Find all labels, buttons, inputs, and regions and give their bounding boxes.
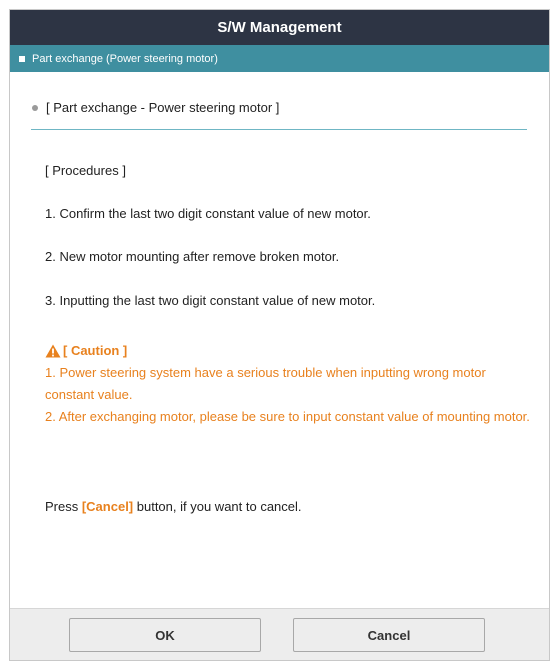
procedures-heading: [ Procedures ] [45,163,126,178]
section-heading-text: [ Part exchange - Power steering motor ] [46,100,280,115]
caution-heading [45,340,535,362]
sw-management-dialog [9,9,550,661]
procedure-step-2: 2. New motor mounting after remove broken motor. [45,249,340,264]
procedure-step-1: 1. Confirm the last two digit constant value of new motor. [45,206,371,221]
cancel-instruction-prefix: Press [45,499,82,514]
subheader-bar [10,45,549,72]
subheader-title: Part exchange (Power steering motor) [32,52,218,65]
square-bullet-icon [19,56,25,62]
button-bar [10,608,549,660]
warning-triangle-icon [45,344,61,358]
title-bar [10,10,549,45]
cancel-instruction-suffix: button, if you want to cancel. [133,499,302,514]
procedure-step-3: 3. Inputting the last two digit constant value of new motor. [45,293,376,308]
caution-block [45,340,535,428]
caution-item-1: 1. Power steering system have a serious trouble when inputting wrong motor constant value. [45,365,486,402]
dot-bullet-icon [32,105,38,111]
cancel-reference: [Cancel] [81,499,134,514]
dialog-content [10,72,549,612]
cancel-instruction [45,499,302,514]
window-title: S/W Management [217,19,342,36]
caution-item-2: 2. After exchanging motor, please be sure to input constant value of mounting motor. [45,409,530,424]
ok-button[interactable]: OK [69,618,261,652]
section-heading [31,100,527,130]
cancel-button[interactable]: Cancel [293,618,485,652]
caution-heading-text: [ Caution ] [63,343,128,358]
